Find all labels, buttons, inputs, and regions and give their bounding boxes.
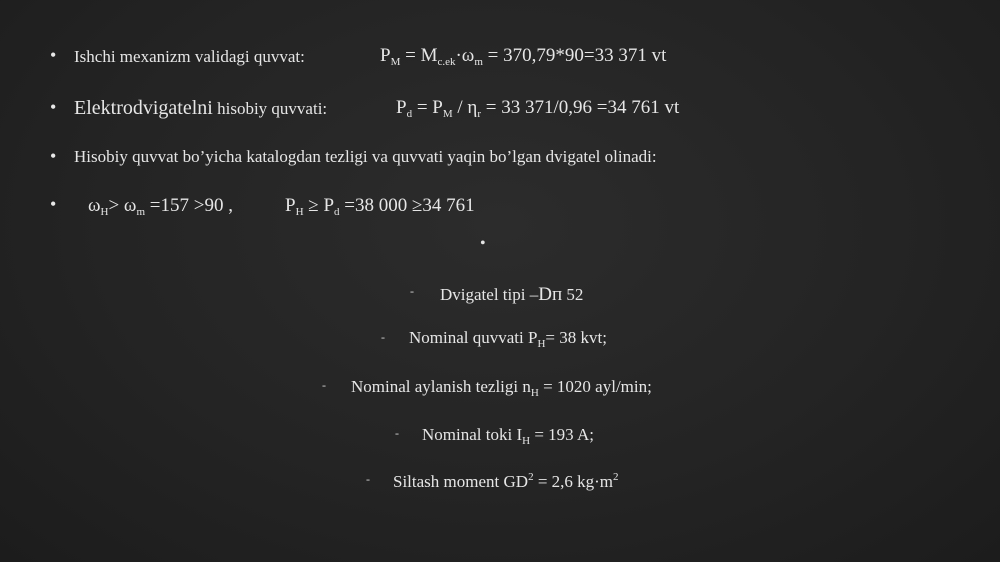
- spec-2-text: Nominal quvvati $P_H= 38$ kvt;: [409, 328, 607, 350]
- bullet-4-omega-formula: $\omega_H> \omega_m =157 >90$ ,: [88, 195, 233, 218]
- bullet-1-label: Ishchi mexanizm validagi quvvat:: [74, 47, 305, 66]
- bullet-1-marker: •: [50, 45, 57, 65]
- bullet-2-label: Elektrodvigatelni hisobiy quvvati:: [74, 97, 328, 119]
- spec-3-text: Nominal aylanish tezligi $n_H = 1020$ ayl/min;: [351, 377, 652, 399]
- spec-1-dash: -: [410, 284, 414, 298]
- bullet-4-power-formula: $P_H \ge P_d =38$ 000 ≥34 761: [285, 195, 475, 218]
- spec-3-dash: -: [322, 378, 326, 392]
- spec-5-text: Siltash moment $GD^2 = 2,6$ $kg\cdot m^2$: [393, 471, 619, 491]
- bullet-2-marker: •: [50, 97, 57, 117]
- bullet-2-formula: $P_d = P_M / \eta_r = 33$ 371/0,96 =34 761 vt: [396, 97, 680, 120]
- spec-2-dash: -: [381, 330, 385, 344]
- spec-4-dash: -: [395, 426, 399, 440]
- spec-1-text: Dvigatel tipi –Dп 52: [440, 284, 584, 305]
- empty-bullet: •: [480, 235, 486, 252]
- bullet-4-marker: •: [50, 194, 57, 214]
- bullet-3-marker: •: [50, 146, 57, 166]
- spec-4-text: Nominal toki $I_H = 193$ A;: [422, 425, 594, 447]
- bullet-3-text: Hisobiy quvvat bo’yicha katalogdan tezligi va quvvati yaqin bo’lgan dvigatel olinadi:: [74, 147, 657, 166]
- spec-5-dash: -: [366, 472, 370, 486]
- bullet-1-formula: $P_M = M_{c.ek}\cdot\omega_m = 370,79*90=33$ 371 vt: [380, 45, 667, 68]
